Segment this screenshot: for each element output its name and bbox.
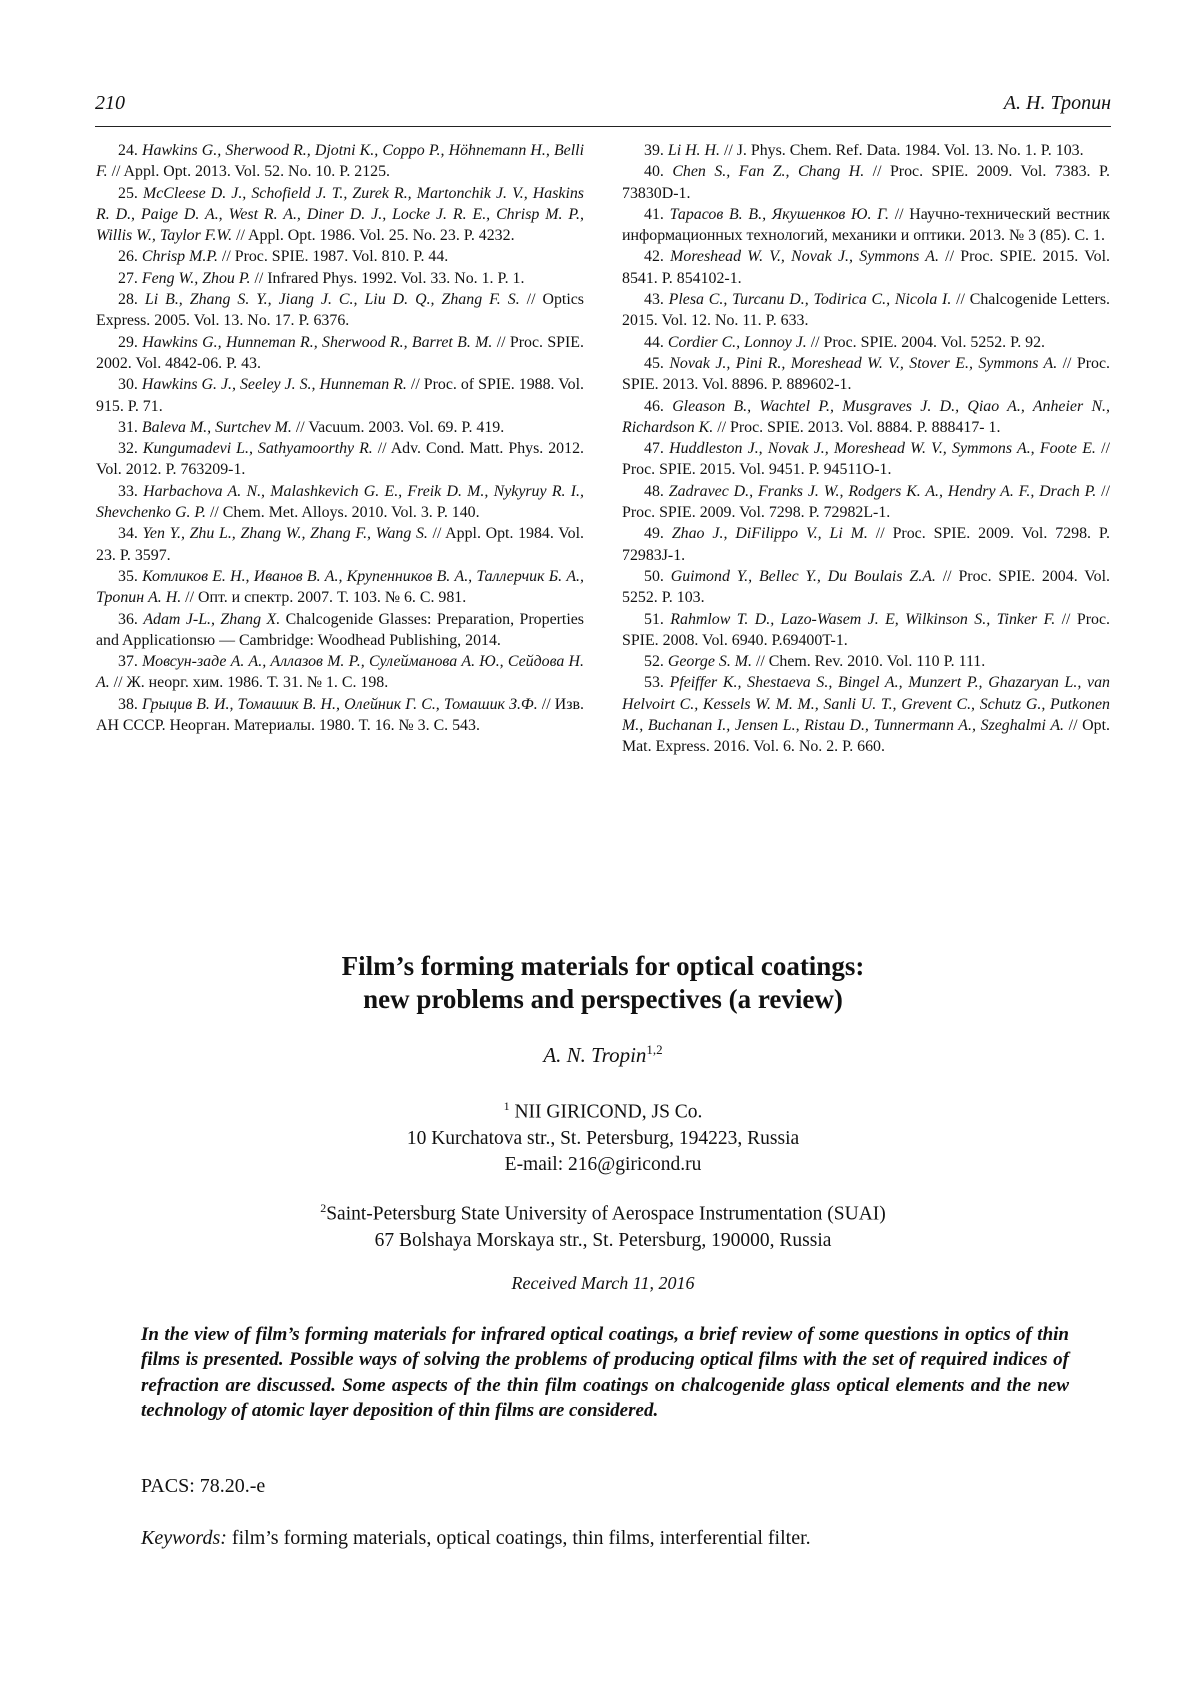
reference-number: 34.: [118, 525, 138, 543]
reference-source: // Ж. неорг. хим. 1986. Т. 31. № 1. С. 198.: [109, 674, 389, 692]
reference-item: [622, 140, 1110, 161]
reference-authors: Adam J-L., Zhang X.: [143, 610, 281, 628]
reference-authors: Guimond Y., Bellec Y., Du Boulais Z.A.: [670, 567, 936, 585]
page-number: 210: [95, 92, 125, 114]
title-line-2: new problems and perspectives (a review): [363, 984, 843, 1014]
reference-item: [96, 268, 584, 289]
reference-item: [96, 374, 584, 417]
reference-number: 35.: [118, 567, 138, 585]
affiliation-1-mark: 1: [503, 1099, 510, 1113]
reference-authors: Chrisp M.P.: [141, 248, 218, 266]
reference-number: 36.: [118, 610, 138, 628]
page-header: [95, 92, 1111, 127]
reference-item: [622, 353, 1110, 396]
reference-item: [96, 609, 584, 652]
reference-authors: Котликов Е. Н., Иванов В. А., Крупенников В. А., Таллерчик Б. А., Тропин А. Н.: [96, 567, 584, 607]
reference-number: 39.: [644, 142, 664, 159]
reference-source: // Adv. Cond. Matt. Phys. 2012. Vol. 2012. P. 763209-1.: [96, 440, 584, 479]
reference-source: // Proc. SPIE. 2002. Vol. 4842-06. P. 43.: [96, 333, 584, 372]
reference-source: // Vacuum. 2003. Vol. 69. P. 419.: [291, 418, 505, 436]
reference-source: // Proc. SPIE. 2004. Vol. 5252. P. 92.: [806, 333, 1046, 351]
reference-source: Chalcogenide Glasses: Preparation, Properties and Applicationsю — Cambridge: Woodhead Publishing, 2014.: [96, 610, 584, 649]
reference-authors: Huddleston J., Novak J., Moreshead W. V., Symmons A., Foote E.: [669, 440, 1096, 458]
reference-source: // Chalcogenide Letters. 2015. Vol. 12. No. 11. P. 633.: [622, 291, 1110, 330]
reference-number: 45.: [644, 354, 664, 372]
author-affiliation-marks: 1,2: [646, 1042, 663, 1057]
reference-item: [96, 694, 584, 737]
reference-authors: Chen S., Fan Z., Chang H.: [672, 163, 865, 181]
reference-authors: Moreshead W. V., Novak J., Symmons A.: [670, 248, 939, 266]
reference-item: [622, 396, 1110, 439]
reference-authors: Gleason B., Wachtel P., Musgraves J. D., Qiao A., Anheier N., Richardson K.: [622, 397, 1110, 436]
reference-source: // Proc. SPIE. 2015. Vol. 8541. P. 854102-1.: [622, 248, 1110, 287]
reference-source: // Proc. SPIE. 2009. Vol. 7298. P. 72982L-1.: [622, 482, 1110, 522]
pacs-code: PACS: 78.20.-e: [141, 1475, 266, 1497]
reference-item: [96, 183, 584, 247]
reference-number: 40.: [644, 163, 664, 181]
received-date: Received March 11, 2016: [511, 1273, 695, 1293]
reference-source: // Optics Express. 2005. Vol. 13. No. 17. P. 6376.: [96, 291, 584, 330]
reference-authors: McCleese D. J., Schofield J. T., Zurek R., Martonchik J. V., Haskins R. D., Paige D. A., West R. A., Diner D. J., Locke J. R. E., Chrisp M. P., Willis W., Taylor F.W.: [96, 184, 584, 245]
reference-source: // Opt. Mat. Express. 2016. Vol. 6. No. 2. P. 660.: [622, 717, 1110, 756]
affiliation-2-address: 67 Bolshaya Morskaya str., St. Petersburg, 190000, Russia: [374, 1229, 832, 1251]
reference-item: [96, 566, 584, 609]
reference-authors: Li B., Zhang S. Y., Jiang J. C., Liu D. Q., Zhang F. S.: [144, 291, 520, 309]
reference-number: 38.: [118, 695, 138, 713]
references-right-column: [622, 140, 1110, 758]
reference-number: 42.: [644, 248, 664, 266]
reference-item: [622, 246, 1110, 289]
reference-number: 31.: [118, 418, 138, 436]
reference-source: // Chem. Rev. 2010. Vol. 110 P. 111.: [752, 653, 986, 671]
reference-authors: Harbachova A. N., Malashkevich G. E., Freik D. M., Nykyruy R. I., Shevchenko G. P.: [96, 482, 584, 522]
reference-authors: Yen Y., Zhu L., Zhang W., Zhang F., Wang S.: [142, 525, 428, 543]
running-head: А. Н. Тропин: [1003, 92, 1111, 114]
reference-item: [96, 246, 584, 267]
reference-number: 41.: [644, 205, 664, 223]
reference-authors: Zhao J., DiFilippo V., Li M.: [671, 525, 868, 543]
reference-source: // Proc. SPIE. 2015. Vol. 9451. P. 94511O-1.: [622, 440, 1110, 479]
reference-authors: Hawkins G., Sherwood R., Djotni K., Coppo P., Höhnemann H., Belli F.: [96, 142, 584, 181]
reference-number: 37.: [118, 653, 138, 671]
reference-item: [96, 289, 584, 332]
reference-authors: Kungumadevi L., Sathyamoorthy R.: [142, 440, 373, 458]
reference-number: 33.: [118, 482, 138, 500]
reference-authors: Li H. H.: [667, 142, 720, 159]
reference-number: 24.: [118, 142, 138, 159]
reference-authors: Hawkins G., Hunneman R., Sherwood R., Barret B. M.: [142, 333, 493, 351]
reference-source: // Proc. SPIE. 2004. Vol. 5252. P. 103.: [622, 567, 1111, 607]
reference-number: 52.: [644, 653, 664, 671]
reference-item: [622, 651, 1110, 672]
reference-item: [96, 140, 584, 183]
keywords-text: film’s forming materials, optical coatings, thin films, interferential filter.: [226, 1527, 811, 1549]
reference-source: // Appl. Opt. 1986. Vol. 25. No. 23. P. 4232.: [232, 227, 515, 245]
reference-authors: Novak J., Pini R., Moreshead W. V., Stover E., Symmons A.: [669, 354, 1058, 372]
author-line: [95, 1042, 1111, 1068]
reference-item: [622, 566, 1110, 609]
reference-source: // Proc. SPIE. 2013. Vol. 8896. P. 889602-1.: [622, 354, 1110, 394]
reference-number: 53.: [644, 674, 664, 692]
reference-authors: Cordier C., Lonnoy J.: [667, 333, 807, 351]
reference-number: 32.: [118, 440, 138, 458]
author-name: A. N. Tropin: [543, 1043, 647, 1067]
reference-authors: Тарасов В. В., Якушенков Ю. Г.: [669, 205, 889, 223]
reference-authors: Hawkins G. J., Seeley J. S., Hunneman R.: [141, 376, 407, 394]
reference-number: 25.: [118, 184, 138, 202]
reference-item: [96, 651, 584, 694]
affiliation-2: [95, 1195, 1111, 1254]
reference-authors: Грыцив В. И., Томашик В. Н., Олейник Г. С., Томашик З.Ф.: [142, 695, 538, 713]
reference-source: // Proc. of SPIE. 1988. Vol. 915. P. 71.: [96, 376, 584, 415]
affiliation-2-name: Saint-Petersburg State University of Aerospace Instrumentation (SUAI): [326, 1203, 886, 1225]
reference-source: // Proc. SPIE. 2013. Vol. 8884. P. 888417- 1.: [713, 418, 1001, 436]
reference-source: // Proc. SPIE. 1987. Vol. 810. P. 44.: [217, 248, 449, 266]
affiliation-1-address: 10 Kurchatova str., St. Petersburg, 194223, Russia: [406, 1127, 800, 1149]
reference-source: // Научно-технический вестник информационных технологий, механики и оптики. 2013. № 3 (85). С. 1.: [622, 205, 1110, 245]
reference-item: [622, 332, 1110, 353]
article-title: [95, 950, 1111, 1016]
reference-authors: Feng W., Zhou P.: [141, 269, 251, 287]
reference-authors: Zadravec D., Franks J. W., Rodgers K. A., Hendry A. F., Drach P.: [668, 482, 1097, 500]
reference-number: 30.: [118, 376, 138, 394]
reference-item: [622, 161, 1110, 204]
reference-source: // Опт. и спектр. 2007. Т. 103. № 6. С. 981.: [181, 589, 467, 607]
reference-source: // Infrared Phys. 1992. Vol. 33. No. 1. P. 1.: [250, 269, 525, 287]
reference-source: // Appl. Opt. 1984. Vol. 23. P. 3597.: [96, 525, 584, 564]
reference-item: [96, 438, 584, 481]
reference-number: 49.: [644, 525, 664, 543]
reference-number: 26.: [118, 248, 138, 266]
keywords-label: Keywords:: [141, 1527, 227, 1549]
reference-item: [622, 609, 1110, 652]
affiliation-1-email: E-mail: 216@giricond.ru: [504, 1153, 702, 1175]
reference-number: 44.: [644, 333, 664, 351]
reference-number: 27.: [118, 269, 138, 287]
references-left-column: [96, 140, 584, 736]
reference-source: // Proc. SPIE. 2009. Vol. 7298. P. 72983J-1.: [622, 525, 1110, 564]
affiliation-1: [95, 1093, 1111, 1178]
reference-item: [96, 417, 584, 438]
reference-item: [622, 289, 1110, 332]
keywords: [141, 1527, 1069, 1550]
reference-item: [96, 523, 584, 566]
reference-authors: Pfeiffer K., Shestaeva S., Bingel A., Munzert P., Ghazaryan L., van Helvoirt C., Kessels W. M. M., Sanli U. T., Grevent C., Schutz G., Putkonen M., Buchanan I., Jensen L., Ristau D., Tunnermann A., Szeghalmi A.: [622, 674, 1110, 735]
reference-source: // Proc. SPIE. 2009. Vol. 7383. P. 73830D-1.: [622, 163, 1110, 202]
reference-source: // Chem. Met. Alloys. 2010. Vol. 3. P. 140.: [206, 504, 480, 522]
reference-item: [96, 481, 584, 524]
affiliation-1-name: NII GIRICOND, JS Co.: [514, 1101, 703, 1123]
affiliation-2-mark: 2: [320, 1201, 327, 1215]
reference-number: 47.: [644, 440, 664, 458]
reference-number: 43.: [644, 291, 664, 309]
reference-source: // Appl. Opt. 2013. Vol. 52. No. 10. P. 2125.: [107, 163, 391, 181]
abstract: In the view of film’s forming materials for infrared optical coatings, a brief review of some questions in optics of thin films is presented. Possible ways of solving the problems of producing optical films with the set of required indices of refraction are discussed. Some aspects of the thin film coatings on chalcogenide glass optical elements and the new technology of atomic layer deposition of thin films are considered.: [141, 1324, 1069, 1421]
reference-item: [622, 204, 1110, 247]
reference-item: [622, 481, 1110, 524]
reference-number: 28.: [118, 291, 138, 309]
reference-number: 50.: [644, 567, 664, 585]
reference-item: [96, 332, 584, 375]
reference-authors: Мовсун-заде А. А., Аллазов М. Р., Сулейманова А. Ю., Сейдова Н. А.: [96, 653, 584, 692]
title-line-1: Film’s forming materials for optical coatings:: [341, 951, 865, 981]
reference-item: [622, 438, 1110, 481]
reference-source: // Изв. АН СССР. Неорган. Материалы. 1980. Т. 16. № 3. С. 543.: [96, 695, 584, 735]
reference-authors: George S. M.: [667, 653, 752, 671]
reference-authors: Rahmlow T. D., Lazo-Wasem J. E, Wilkinson S., Tinker F.: [670, 610, 1056, 628]
reference-item: [622, 672, 1110, 757]
reference-source: // J. Phys. Chem. Ref. Data. 1984. Vol. 13. No. 1. P. 103.: [719, 142, 1084, 159]
reference-source: // Proc. SPIE. 2008. Vol. 6940. P.69400T-1.: [622, 610, 1110, 649]
reference-number: 29.: [118, 333, 138, 351]
reference-authors: Baleva M., Surtchev M.: [141, 418, 292, 436]
reference-item: [622, 523, 1110, 566]
reference-number: 48.: [644, 482, 664, 500]
reference-authors: Plesa C., Turcanu D., Todirica C., Nicola I.: [668, 291, 952, 309]
reference-number: 51.: [644, 610, 664, 628]
reference-number: 46.: [644, 397, 664, 415]
